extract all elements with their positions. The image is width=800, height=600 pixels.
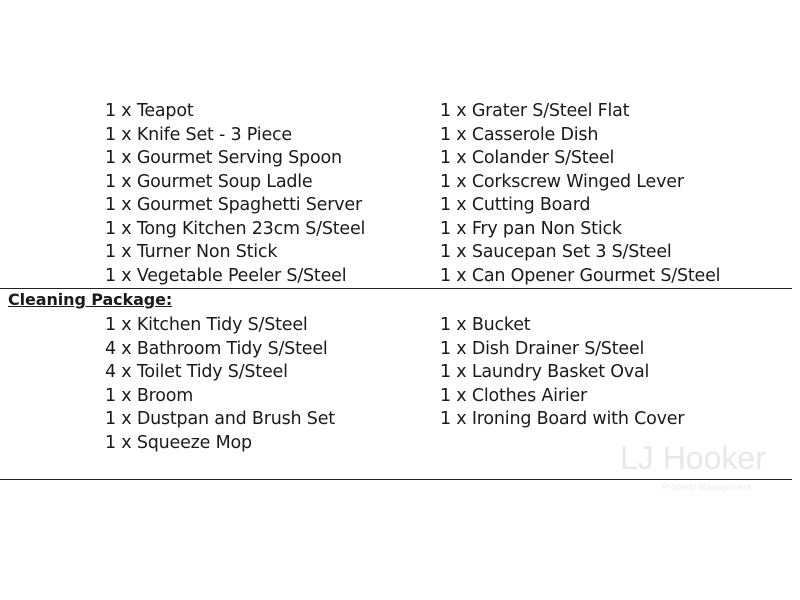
list-item: 1 x Corkscrew Winged Lever	[440, 171, 684, 192]
kitchen-list-right	[440, 100, 720, 288]
list-item: 1 x Dustpan and Brush Set	[105, 409, 335, 429]
kitchen-list-left	[105, 100, 365, 288]
list-item: 1 x Bucket	[440, 315, 531, 335]
cleaning-package-heading: Cleaning Package:	[8, 290, 173, 309]
list-item: 1 x Kitchen Tidy S/Steel	[105, 315, 308, 335]
watermark-logo: LJ Hooker	[620, 440, 766, 476]
list-item: 1 x Clothes Airier	[440, 385, 588, 406]
cleaning-list-left	[105, 314, 335, 455]
list-item: 1 x Squeeze Mop	[105, 432, 252, 453]
list-item: 1 x Fry pan Non Stick	[440, 218, 622, 239]
list-item: 1 x Tong Kitchen 23cm S/Steel	[105, 218, 366, 239]
list-item: 1 x Gourmet Spaghetti Server	[105, 195, 362, 215]
list-item: 1 x Vegetable Peeler S/Steel	[105, 265, 347, 286]
list-item: 1 x Can Opener Gourmet S/Steel	[440, 265, 721, 286]
list-item: 1 x Saucepan Set 3 S/Steel	[440, 242, 672, 262]
list-item: 1 x Turner Non Stick	[105, 242, 278, 262]
list-item: 1 x Teapot	[105, 101, 194, 121]
list-item: 1 x Casserole Dish	[440, 124, 599, 145]
list-item: 1 x Ironing Board with Cover	[440, 409, 685, 429]
bottom-divider	[0, 479, 792, 480]
list-item: 1 x Broom	[105, 385, 194, 406]
list-item: 1 x Gourmet Serving Spoon	[105, 148, 342, 168]
list-item: 1 x Gourmet Soup Ladle	[105, 171, 313, 192]
section-divider	[0, 288, 792, 289]
watermark-tagline: Property Management	[662, 482, 752, 492]
list-item: 4 x Bathroom Tidy S/Steel	[105, 338, 328, 359]
list-item: 1 x Colander S/Steel	[440, 148, 615, 168]
list-item: 1 x Grater S/Steel Flat	[440, 101, 630, 121]
list-item: 1 x Cutting Board	[440, 195, 591, 215]
list-item: 1 x Laundry Basket Oval	[440, 362, 650, 382]
list-item: 1 x Knife Set - 3 Piece	[105, 124, 292, 145]
list-item: 4 x Toilet Tidy S/Steel	[105, 362, 288, 382]
list-item: 1 x Dish Drainer S/Steel	[440, 338, 645, 359]
cleaning-list-right	[440, 314, 684, 432]
